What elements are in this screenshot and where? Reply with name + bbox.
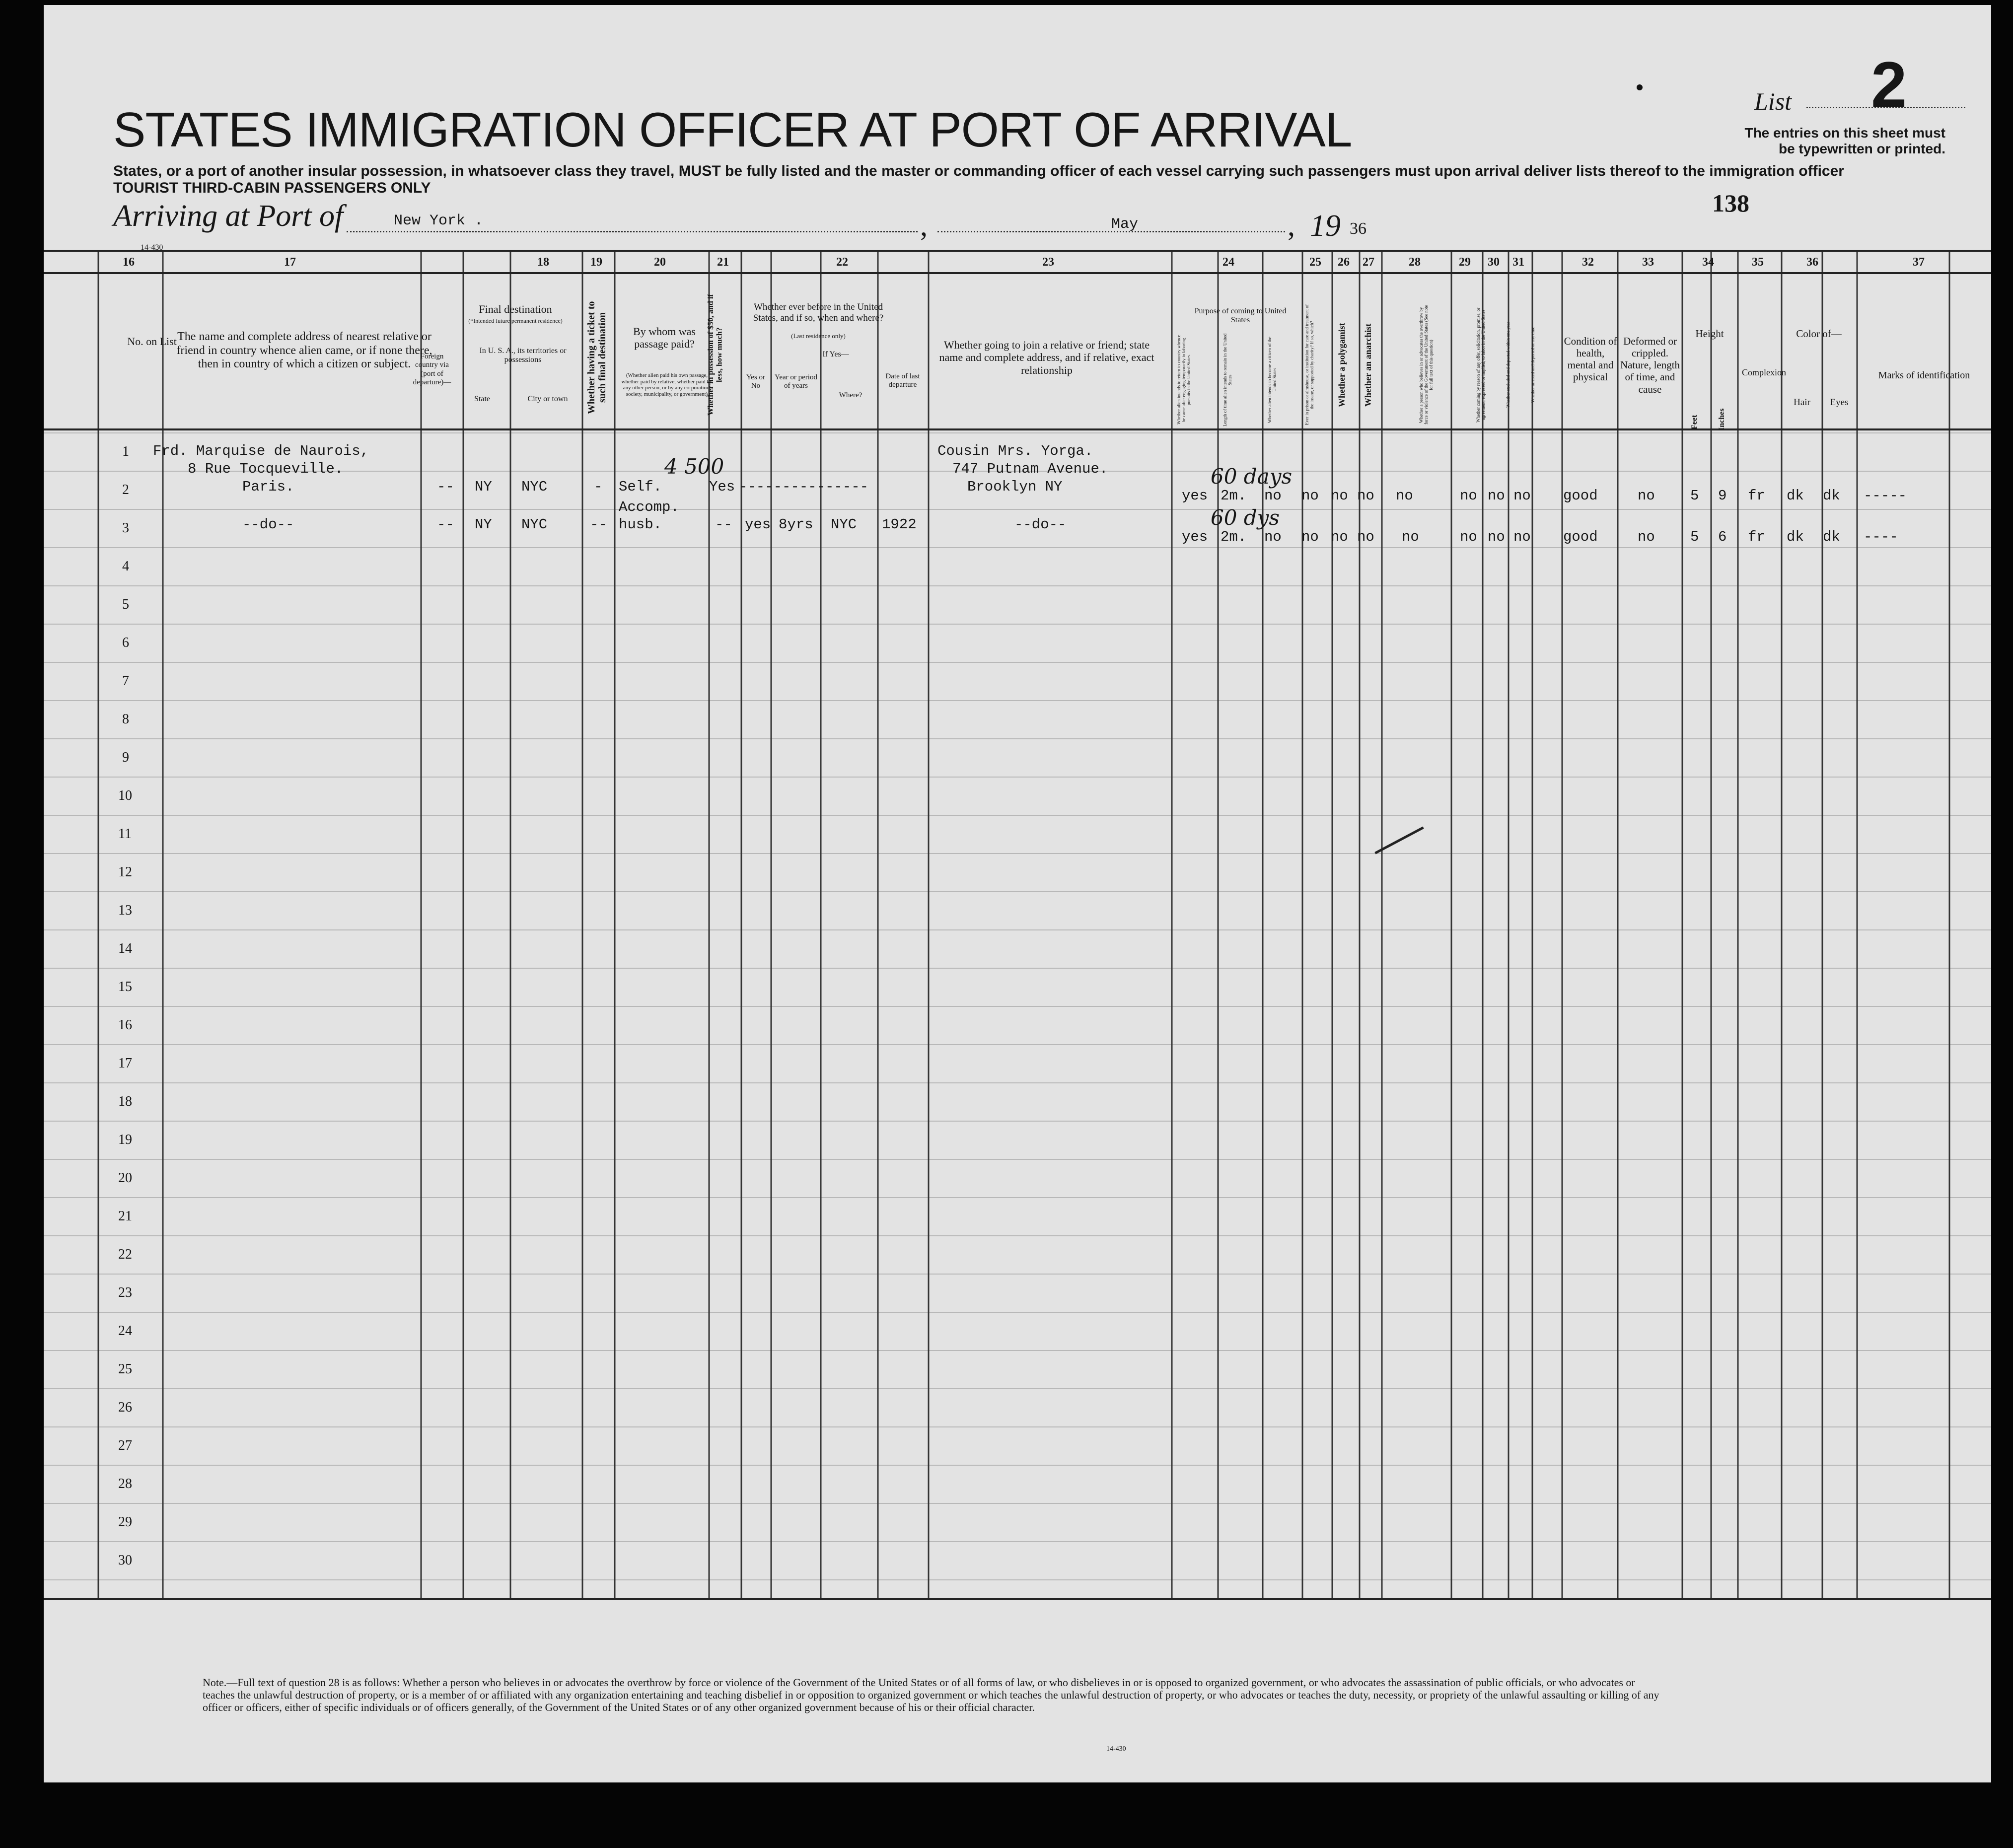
row-number: 23 bbox=[118, 1285, 132, 1300]
passenger-class-line: TOURIST THIRD-CABIN PASSENGERS ONLY bbox=[113, 180, 431, 196]
header-no-on-list: No. on List bbox=[127, 335, 177, 348]
row2-inches: 6 bbox=[1718, 529, 1727, 545]
typewritten-note: The entries on this sheet must be typewritten or printed. bbox=[1744, 125, 1945, 156]
row-number: 8 bbox=[122, 711, 129, 727]
header-hair: Hair bbox=[1794, 397, 1810, 408]
row2-arrested: no bbox=[1513, 529, 1531, 545]
column-number: 26 bbox=[1338, 256, 1350, 269]
header-polygamist: Whether a polygamist bbox=[1337, 323, 1347, 407]
row1-inches: 9 bbox=[1718, 488, 1727, 504]
row1-relative-line1: Frd. Marquise de Naurois, bbox=[153, 443, 369, 459]
column-number: 31 bbox=[1512, 256, 1524, 269]
footer-form-code: 14-430 bbox=[1106, 1745, 1126, 1753]
row-number: 26 bbox=[118, 1400, 132, 1415]
header-complexion: Complexion bbox=[1742, 367, 1786, 377]
row-number: 21 bbox=[118, 1208, 132, 1224]
row1-polygamist: no bbox=[1331, 488, 1348, 504]
column-number: 21 bbox=[717, 256, 729, 269]
row1-state: NY bbox=[475, 479, 492, 495]
column-number: 34 bbox=[1702, 256, 1714, 269]
row-number: 22 bbox=[118, 1247, 132, 1262]
header-fifty-dollars: Whether in possession of $50, and if less, how much? bbox=[707, 294, 724, 416]
manifest-sheet bbox=[44, 5, 1991, 1782]
row2-prison: no bbox=[1301, 529, 1319, 545]
row1-handwritten-length: 60 days bbox=[1211, 464, 1293, 489]
row-number: 9 bbox=[122, 750, 129, 765]
row1-joining-line3: Brooklyn NY bbox=[967, 479, 1063, 495]
row-number: 17 bbox=[118, 1056, 132, 1071]
row1-joining-line1: Cousin Mrs. Yorga. bbox=[937, 443, 1093, 459]
header-foreign-country: Foreign country via (port of departure)— bbox=[413, 353, 451, 386]
header-prison: Ever in prison or almshouse, or institution for care and treatment of the insane, or supported by charity? If so, which? bbox=[1304, 304, 1314, 426]
column-number: 16 bbox=[123, 256, 135, 269]
header-health: Condition of health, mental and physical bbox=[1564, 335, 1617, 383]
arriving-label: Arriving at Port of bbox=[113, 199, 344, 233]
header-last-residence: (Last residence only) bbox=[791, 332, 846, 340]
column-number: 27 bbox=[1363, 256, 1374, 269]
row2-citizen: no bbox=[1264, 529, 1282, 545]
row-number: 18 bbox=[118, 1094, 132, 1109]
header-return-intent: Whether alien intends to return to country whence he came after engaging temporarily in laboring pursuits in the United States bbox=[1176, 335, 1191, 425]
row2-polygamist: no bbox=[1331, 529, 1348, 545]
column-number: 33 bbox=[1642, 256, 1654, 269]
row1-arrested: no bbox=[1513, 488, 1531, 504]
row2-before-period: 8yrs bbox=[779, 516, 813, 533]
row-number: 11 bbox=[118, 826, 132, 842]
row1-money: Yes bbox=[709, 479, 735, 495]
row1-length: 2m. bbox=[1221, 488, 1247, 504]
header-city: City or town bbox=[527, 395, 568, 403]
column-number: 18 bbox=[537, 256, 549, 269]
header-deformed: Deformed or crippled. Nature, length of time, and cause bbox=[1620, 335, 1680, 395]
table-grid bbox=[44, 5, 1991, 1782]
row1-prison: no bbox=[1301, 488, 1319, 504]
column-number: 25 bbox=[1309, 256, 1321, 269]
row-number: 24 bbox=[118, 1323, 132, 1339]
header-overthrow: Whether a person who believes in or advocates the overthrow by force or violence of the Government of the United States (See note for full text of this question) bbox=[1419, 305, 1434, 425]
month-value: May bbox=[1111, 216, 1139, 233]
comma: , bbox=[920, 209, 928, 242]
row2-return-intent: yes bbox=[1182, 529, 1208, 545]
row1-offer: no bbox=[1460, 488, 1477, 504]
row2-offer: no bbox=[1460, 529, 1477, 545]
row1-hair: dk bbox=[1787, 488, 1804, 504]
row-number: 15 bbox=[118, 979, 132, 995]
row2-before-yes: yes bbox=[745, 516, 771, 533]
page-title: STATES IMMIGRATION OFFICER AT PORT OF ARRIVAL bbox=[113, 102, 1352, 157]
row2-paid-by-line1: Accomp. bbox=[619, 499, 679, 515]
row2-eyes: dk bbox=[1823, 529, 1840, 545]
row1-health: good bbox=[1563, 488, 1598, 504]
column-number: 22 bbox=[836, 256, 848, 269]
row-number: 6 bbox=[122, 635, 129, 650]
row1-relative-line3: Paris. bbox=[242, 479, 294, 495]
row2-overthrow: no bbox=[1402, 529, 1419, 545]
header-ever-before: Whether ever before in the United States, and if so, when and where? bbox=[753, 302, 884, 323]
header-height: Height bbox=[1695, 328, 1724, 340]
header-where: Where? bbox=[839, 391, 863, 399]
header-length-stay: Length of time alien intends to remain in the United States bbox=[1222, 333, 1232, 426]
header-excluded: Whether excluded and deported within one year bbox=[1506, 322, 1510, 408]
port-value: New York . bbox=[394, 213, 484, 229]
header-in-usa: In U. S. A., its territories or possessions bbox=[479, 347, 567, 364]
row2-before-where: NYC bbox=[831, 516, 857, 533]
row2-state: NY bbox=[475, 516, 492, 533]
row2-city: NYC bbox=[521, 516, 548, 533]
row2-excluded: no bbox=[1488, 529, 1505, 545]
row2-anarchist: no bbox=[1357, 529, 1374, 545]
header-eyes: Eyes bbox=[1830, 397, 1849, 408]
row1-eyes: dk bbox=[1823, 488, 1840, 504]
header-if-yes: If Yes— bbox=[822, 350, 849, 358]
header-inches: Inches bbox=[1718, 408, 1726, 431]
row-number: 19 bbox=[118, 1132, 132, 1147]
header-last-departure: Date of last departure bbox=[885, 372, 920, 389]
list-label: List bbox=[1754, 87, 1792, 115]
column-number: 36 bbox=[1806, 256, 1818, 269]
footnote-question-28: Note.—Full text of question 28 is as follows: Whether a person who believes in or advocates the overthrow by force or violence of the Government of the United States or of all forms of law, or who disbelieves in or is opposed to organized government, or who advocates the assassination of public officials, or who advocates or teaches the unlawful destruction of property, or is a member of or affiliated with any organization entertaining and teaching disbelief in or opposition to organized government or which teaches the unlawful destruction of property, or who advocates or teaches the duty, necessity, or propriety of the unlawful assaulting or killing of any officer or officers, either of specific individuals or of officers generally, of the Government of the United States or of any other organized government because of his or their official character. bbox=[203, 1676, 1659, 1713]
row1-complexion: fr bbox=[1748, 488, 1765, 504]
row-number: 2 bbox=[122, 482, 129, 498]
column-number: 37 bbox=[1913, 256, 1925, 269]
header-color-of: Color of— bbox=[1796, 328, 1842, 340]
row-number: 3 bbox=[122, 520, 129, 536]
row-number: 5 bbox=[122, 597, 129, 612]
header-destination-note: (*Intended future permanent residence) bbox=[468, 317, 563, 324]
row2-handwritten-length: 60 dys bbox=[1211, 505, 1280, 530]
header-period-years: Year or period of years bbox=[775, 373, 817, 390]
column-number: 28 bbox=[1409, 256, 1421, 269]
header-anarchist: Whether an anarchist bbox=[1363, 323, 1373, 407]
instruction-line: States, or a port of another insular possession, in whatsoever class they travel, MUST be fully listed and the master or commanding officer of each vessel carrying such passengers must upon arrival deliver lists thereof to the immigration officer bbox=[113, 163, 1844, 179]
header-joining: Whether going to join a relative or friend; state name and complete address, and if relative, exact relationship bbox=[939, 339, 1154, 376]
row-number: 20 bbox=[118, 1170, 132, 1186]
row2-deformed: no bbox=[1638, 529, 1655, 545]
row2-complexion: fr bbox=[1748, 529, 1765, 545]
row1-return-intent: yes bbox=[1182, 488, 1208, 504]
row2-money: -- bbox=[715, 516, 732, 533]
row-number: 7 bbox=[122, 673, 129, 689]
row-number: 1 bbox=[122, 444, 129, 459]
row2-hair: dk bbox=[1787, 529, 1804, 545]
column-number: 35 bbox=[1752, 256, 1764, 269]
row2-feet: 5 bbox=[1690, 529, 1699, 545]
row1-marks: ----- bbox=[1864, 488, 1907, 504]
column-number: 23 bbox=[1042, 256, 1054, 269]
row1-deformed: no bbox=[1638, 488, 1655, 504]
row-number: 4 bbox=[122, 559, 129, 574]
column-number: 20 bbox=[654, 256, 666, 269]
column-number: 29 bbox=[1459, 256, 1471, 269]
sheet-number: 138 bbox=[1712, 189, 1749, 217]
row1-city: NYC bbox=[521, 479, 548, 495]
form-code: 14-430 bbox=[141, 243, 163, 252]
row1-excluded: no bbox=[1488, 488, 1505, 504]
column-number: 32 bbox=[1582, 256, 1594, 269]
header-arrested: Whether arrested and deported at any time bbox=[1530, 327, 1535, 403]
row1-ticket: - bbox=[594, 479, 603, 495]
column-number: 30 bbox=[1488, 256, 1500, 269]
row1-anarchist: no bbox=[1357, 488, 1374, 504]
header-ticket: Whether having a ticket to such final destination bbox=[586, 301, 608, 414]
row2-health: good bbox=[1563, 529, 1598, 545]
row-number: 30 bbox=[118, 1553, 132, 1568]
column-number: 19 bbox=[590, 256, 602, 269]
header-purpose: Purpose of coming to United States bbox=[1194, 307, 1287, 325]
year-prefix: 19 bbox=[1310, 209, 1341, 243]
row-number: 12 bbox=[118, 864, 132, 880]
row2-ticket: -- bbox=[590, 516, 607, 533]
header-state: State bbox=[474, 395, 490, 403]
row-number: 14 bbox=[118, 941, 132, 956]
row-number: 29 bbox=[118, 1514, 132, 1530]
comma: , bbox=[1288, 209, 1295, 242]
row-number: 13 bbox=[118, 903, 132, 918]
row1-handwritten-money: 4 500 bbox=[664, 454, 724, 479]
header-passage-note: (Whether alien paid his own passage, whether paid by relative, whether paid by any other person, or by any corporation, society, municipality, or government) bbox=[621, 372, 713, 397]
row-number: 25 bbox=[118, 1361, 132, 1377]
row2-joining: --do-- bbox=[1014, 516, 1067, 533]
row2-foreign: -- bbox=[437, 516, 454, 533]
row2-length: 2m. bbox=[1221, 529, 1247, 545]
header-final-destination: Final destination bbox=[479, 303, 552, 315]
header-citizen-intent: Whether alien intends to become a citizen of the United States bbox=[1267, 337, 1277, 423]
row2-paid-by-line2: husb. bbox=[619, 516, 662, 533]
row1-citizen: no bbox=[1264, 488, 1282, 504]
row2-before-date: 1922 bbox=[882, 516, 917, 533]
row1-foreign: -- bbox=[437, 479, 454, 495]
header-labor-offer: Whether coming by reason of any offer, solicitation, promise, or agreement, expressed or implied, to labor in the United States bbox=[1476, 307, 1486, 423]
header-yes-no: Yes or No bbox=[746, 373, 766, 390]
header-nearest-relative: The name and complete address of nearest relative or friend in country whence alien came, or if none there, then in country of which a citizen or subject. bbox=[176, 330, 432, 371]
header-marks: Marks of identification bbox=[1878, 370, 1970, 381]
column-number: 17 bbox=[284, 256, 296, 269]
row1-overthrow: no bbox=[1396, 488, 1413, 504]
row1-dashes: --------------- bbox=[739, 479, 869, 495]
row1-relative-line2: 8 Rue Tocqueville. bbox=[188, 461, 344, 477]
row2-relative: --do-- bbox=[242, 516, 294, 533]
row1-joining-line2: 747 Putnam Avenue. bbox=[952, 461, 1108, 477]
row1-feet: 5 bbox=[1690, 488, 1699, 504]
row1-paid-by: Self. bbox=[619, 479, 662, 495]
header-passage-paid: By whom was passage paid? bbox=[633, 325, 696, 351]
column-number: 24 bbox=[1222, 256, 1234, 269]
row-number: 10 bbox=[118, 788, 132, 803]
row-number: 28 bbox=[118, 1476, 132, 1492]
list-number: 2 bbox=[1871, 48, 1907, 121]
row-number: 27 bbox=[118, 1438, 132, 1453]
header-feet: Feet bbox=[1690, 415, 1699, 429]
row2-marks: ---- bbox=[1864, 529, 1898, 545]
year-suffix: 36 bbox=[1350, 219, 1366, 238]
row-number: 16 bbox=[118, 1017, 132, 1033]
